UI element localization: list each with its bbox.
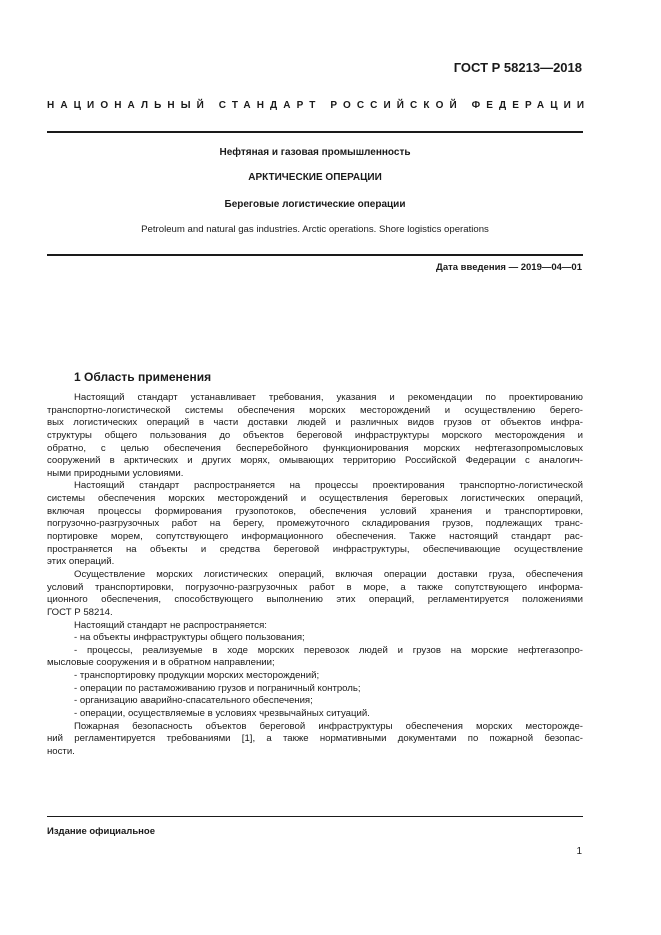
document-number: ГОСТ Р 58213—2018 <box>453 60 582 75</box>
body-line: ГОСТ Р 58214. <box>47 606 113 618</box>
list-item: - операции по растаможиванию грузов и пограничный контроль; <box>74 682 361 694</box>
list-item: - организацию аварийно-спасательного обеспечения; <box>74 695 313 707</box>
section-heading: 1 Область применения <box>74 370 212 384</box>
list-item: - транспортировку продукции морских месторождений; <box>74 670 320 682</box>
body-line: ний регламентируется требованиями [1], а также нормативными документами по пожарной безопас- <box>47 733 583 745</box>
introduction-date: Дата введения — 2019—04—01 <box>436 262 582 273</box>
subtitle: Береговые логистические операции <box>224 199 406 210</box>
body-line: обратно, с целью обеспечения бесперебойного функционирования морских нефтегазопромысловых <box>47 442 583 454</box>
body-line: пространяется на объекты и средства береговой инфраструктуры, обеспечивающие осуществление <box>47 543 583 555</box>
body-line: условий транспортировки, погрузочно-разгрузочных работ в море, а также сопутствующего информа- <box>47 581 583 593</box>
body-line: ности. <box>47 745 75 757</box>
list-item: - на объекты инфраструктуры общего пользования; <box>74 632 305 644</box>
national-standard-heading: НАЦИОНАЛЬНЫЙ СТАНДАРТ РОССИЙСКОЙ ФЕДЕРАЦИИ <box>47 100 591 111</box>
page-number: 1 <box>576 846 582 857</box>
list-item: - операции, осуществляемые в условиях чрезвычайных ситуаций. <box>74 708 370 720</box>
body-line: портировке морем, сопутствующего информационного обеспечения. Также настоящий стандарт рас- <box>47 531 583 543</box>
list-item: - процессы, реализуемые в ходе морских перевозок людей и грузов на морские нефтегазопро- <box>74 644 583 656</box>
body-line: Пожарная безопасность объектов береговой инфраструктуры обеспечения морских месторожде- <box>74 720 583 732</box>
body-line: погрузочно-разгрузочных работ на берегу, промежуточного складирования грузов, подлежащих транс- <box>47 518 583 530</box>
body-line: структуры общего пользования до объектов береговой инфраструктуры морского месторождения и <box>47 429 583 441</box>
header-divider <box>47 131 583 133</box>
official-edition-label: Издание официальное <box>47 826 155 837</box>
body-line: сооружений в арктических и других морях, омывающих территорию Российской Федерации с аналогич- <box>47 455 583 467</box>
english-title: Petroleum and natural gas industries. Arctic operations. Shore logistics operations <box>141 224 489 235</box>
body-line: Настоящий стандарт распространяется на процессы проектирования транспортно-логистической <box>74 480 583 492</box>
body-line: транспортно-логистической системы обеспечения морских месторождений и осуществлению берего- <box>47 404 583 416</box>
body-line: вых логистических операций в части доставки людей и различных видов грузов от объектов инфра- <box>47 417 583 429</box>
body-line: этих операций. <box>47 556 115 568</box>
body-line: включая процессы формирования грузопотоков, обеспечения условий хранения и транспортировки, <box>47 505 583 517</box>
body-line: ными природными условиями. <box>47 467 184 479</box>
body-line: Настоящий стандарт устанавливает требования, указания и рекомендации по проектированию <box>74 392 583 403</box>
main-title: АРКТИЧЕСКИЕ ОПЕРАЦИИ <box>248 172 382 183</box>
footer-divider <box>47 816 583 817</box>
body-line: Осуществление морских логистических операций, включая операции доставки груза, обеспечения <box>74 568 583 580</box>
industry-title: Нефтяная и газовая промышленность <box>219 147 411 158</box>
body-line: Настоящий стандарт не распространяется: <box>74 619 267 631</box>
section-body <box>47 392 583 759</box>
body-line: ционного обеспечения, способствующего выполнению этих операций, регламентируется положениями <box>47 594 583 606</box>
title-divider <box>47 254 583 256</box>
body-line: системы обеспечения морских месторождений и осуществления береговых логистических операций, <box>47 493 583 505</box>
body-line: мысловые сооружения и в обратном направлении; <box>47 657 275 669</box>
